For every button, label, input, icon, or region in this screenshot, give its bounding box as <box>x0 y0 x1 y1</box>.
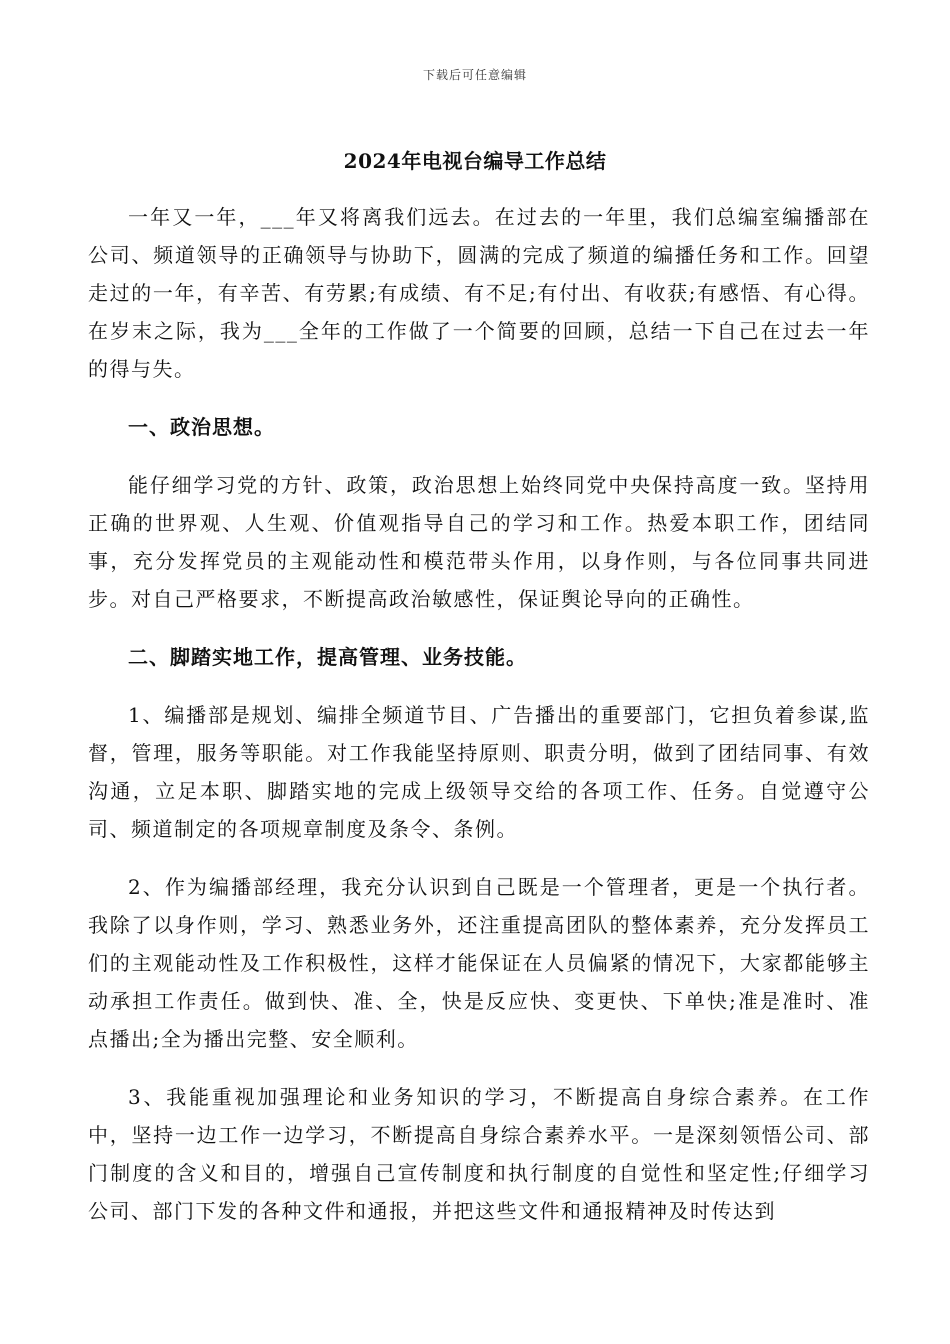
section-heading-work: 二、脚踏实地工作，提高管理、业务技能。 <box>128 645 527 669</box>
political-paragraph: 能仔细学习党的方针、政策，政治思想上始终同党中央保持高度一致。坚持用正确的世界观、人生观、价值观指导自己的学习和工作。热爱本职工作，团结同事，充分发挥党员的主观能动性和模范带头作用，以身作则，与各位同事共同进步。对自己严格要求，不断提高政治敏感性，保证舆论导向的正确性。 <box>88 473 870 611</box>
section-heading-political: 一、政治思想。 <box>128 415 275 439</box>
work-item-2-paragraph: 2、作为编播部经理，我充分认识到自己既是一个管理者，更是一个执行者。我除了以身作则，学习、熟悉业务外，还注重提高团队的整体素养，充分发挥员工们的主观能动性及工作积极性，这样才能保证在人员偏紧的情况下，大家都能够主动承担工作责任。做到快、准、全，快是反应快、变更快、下单快;准是准时、准点播出;全为播出完整、安全顺利。 <box>88 875 870 1051</box>
document-body <box>88 198 870 1250</box>
work-item-3-paragraph: 3、我能重视加强理论和业务知识的学习，不断提高自身综合素养。在工作中，坚持一边工作一边学习，不断提高自身综合素养水平。一是深刻领悟公司、部门制度的含义和目的，增强自己宣传制度和执行制度的自觉性和坚定性;仔细学习公司、部门下发的各种文件和通报，并把这些文件和通报精神及时传达到 <box>88 1085 870 1223</box>
intro-paragraph: 一年又一年，___年又将离我们远去。在过去的一年里，我们总编室编播部在公司、频道领导的正确领导与协助下，圆满的完成了频道的编播任务和工作。回望走过的一年，有辛苦、有劳累;有成绩、有不足;有付出、有收获;有感悟、有心得。在岁末之际，我为___全年的工作做了一个简要的回顾，总结一下自己在过去一年的得与失。 <box>88 205 870 381</box>
page-header-note: 下载后可任意编辑 <box>422 68 527 82</box>
work-item-1-paragraph: 1、编播部是规划、编排全频道节目、广告播出的重要部门，它担负着参谋,监督，管理，服务等职能。对工作我能坚持原则、职责分明，做到了团结同事、有效沟通，立足本职、脚踏实地的完成上级领导交给的各项工作、任务。自觉遵守公司、频道制定的各项规章制度及条令、条例。 <box>88 703 870 841</box>
document-title: 2024年电视台编导工作总结 <box>343 149 607 173</box>
